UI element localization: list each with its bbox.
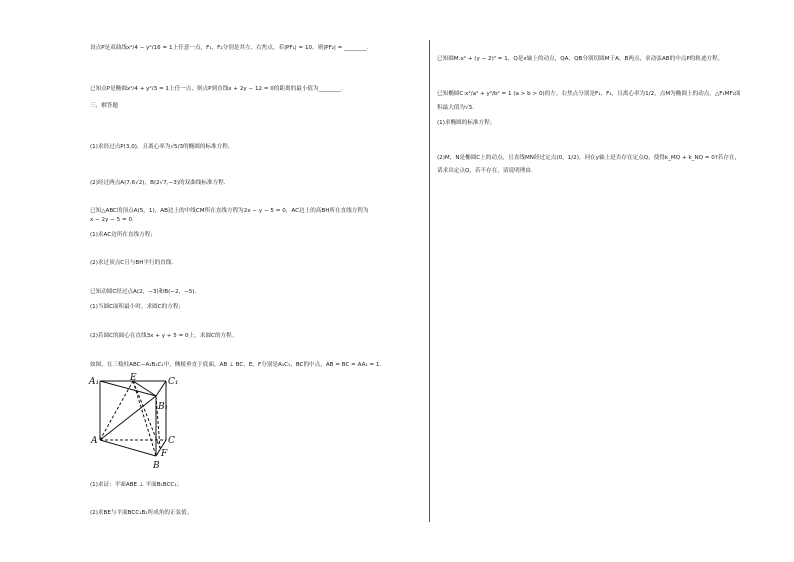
question-text: 已知点P是椭圆x²/4 + y²/3 = 1上任一点，则点P到直线x + 2y − 12 = 0的距离的最小值为________.: [90, 86, 343, 92]
vertex-label-f: F: [161, 449, 168, 459]
vertex-label-c1: C₁: [168, 377, 179, 387]
question-text: (2)M，N是椭圆C上的动点，且直线MN经过定点(0，1/2)，问在y轴上是否存在定点Q，使得k_MQ + k_NQ = 0?若存在，: [437, 155, 741, 161]
vertex-label-b1: B₁: [158, 402, 169, 412]
question-text: (1)求AC边所在直线方程；: [90, 232, 156, 238]
column-divider: [429, 40, 430, 522]
question-text: (1)当圆C面积最小时，求圆C的方程；: [90, 304, 185, 310]
question-text: 如图，在三棱柱ABC−A₁B₁C₁中，侧棱垂直于底面，AB ⊥ BC，E，F分别是A₁C₁，BC的中点，AB = BC = AA₁ = 1.: [90, 362, 382, 368]
vertex-label-a1: A₁: [89, 377, 100, 387]
question-text: (1)求经过点P(3,0)，且离心率为√5/3的椭圆的标准方程。: [90, 144, 234, 150]
question-text: 已知动圆C经过点A(2，−3)和B(−2，−5).: [90, 289, 197, 295]
question-text: (1)求椭圆的标准方程；: [437, 120, 496, 126]
question-text: (2)若圆C的圆心在直线3x + y + 5 = 0上，求圆C的方程。: [90, 333, 238, 339]
question-text: (2)求过顶点C且与BH平行的直线.: [90, 260, 174, 266]
question-text: (2)经过两点A(7,6√2)，B(2√7,−3)的双曲线标准方程.: [90, 180, 226, 186]
section-heading: 三、解答题: [90, 103, 118, 109]
question-text: 已知圆M:x² + (y − 2)² = 1，Q是x轴上的动点，QA，QB分别切圆M于A，B两点，求动弦AB的中点P的轨迹方程。: [437, 56, 724, 62]
vertex-label-b: B: [153, 461, 160, 471]
question-text: 已知△ABC的顶点A(5，1)，AB边上的中线CM所在直线方程为2x − y − 5 = 0，AC边上的高BH所在直线方程为: [90, 208, 369, 214]
prism-figure: [88, 372, 188, 478]
question-text: 请求出定点Q，若不存在，请说明理由.: [437, 168, 533, 174]
question-text: (1)求证：平面ABE ⊥ 平面B₁BCC₁；: [90, 482, 183, 488]
question-text: 设点P是双曲线x²/4 − y²/16 = 1上任意一点，F₁，F₂分别是其左、右焦点，若|PF₁| = 10，则|PF₂| = ________.: [90, 45, 369, 51]
question-text: 积最大值为√3.: [437, 105, 474, 111]
question-text: (2)求BE与平面BCC₁B₁所成角的正弦值。: [90, 510, 193, 516]
vertex-label-e: E: [130, 373, 137, 383]
question-text: 已知椭圆C:x²/a² + y²/b² = 1 (a > b > 0)的左、右焦点分别是F₁，F₂，且离心率为1/2，点M为椭圆上的动点，△F₁MF₂面: [437, 91, 741, 97]
question-text: x − 2y − 5 = 0.: [90, 217, 134, 223]
vertex-label-c: C: [168, 436, 175, 446]
vertex-label-a: A: [91, 436, 98, 446]
